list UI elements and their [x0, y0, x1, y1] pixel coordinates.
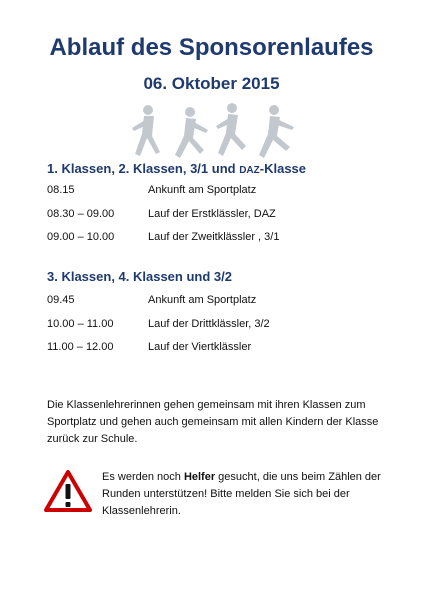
schedule-time: 11.00 – 12.00 [47, 341, 114, 353]
schedule-description: Ankunft am Sportplatz [148, 294, 257, 306]
section-heading-1: 1. Klassen, 2. Klassen, 3/1 und DAZ-Klasse [47, 161, 307, 176]
page-title: Ablauf des Sponsorenlaufes [49, 34, 374, 61]
warning-triangle-icon [44, 470, 92, 512]
schedule-description: Ankunft am Sportplatz [148, 184, 257, 196]
schedule-description: Lauf der Drittklässler, 3/2 [148, 318, 270, 330]
running-figures-image [128, 100, 308, 170]
info-paragraph: Die Klassenlehrerinnen gehen gemeinsam mit ihren Klassen zum Sportplatz und gehen auch gemeinsam mit allen Kindern der Klasse zurück zur Schule. [47, 399, 379, 445]
schedule-time: 08.15 [47, 184, 75, 196]
schedule-time: 09.00 – 10.00 [47, 231, 115, 243]
helper-note: Es werden noch Helfer gesucht, die uns beim Zählen der Runden unterstützen! Bitte melden Sie sich bei der Klassenlehrerin. [102, 471, 381, 517]
section-heading-2: 3. Klassen, 4. Klassen und 3/2 [47, 269, 232, 284]
schedule-time: 10.00 – 11.00 [47, 318, 114, 330]
schedule-time: 08.30 – 09.00 [47, 208, 115, 220]
event-date: 06. Oktober 2015 [143, 74, 280, 93]
schedule-description: Lauf der Zweitklässler , 3/1 [148, 231, 280, 243]
schedule-description: Lauf der Erstklässler, DAZ [148, 208, 276, 220]
helper-emphasis: Helfer [183, 471, 216, 483]
schedule-time: 09.45 [47, 294, 75, 306]
schedule-description: Lauf der Viertklässler [148, 341, 252, 353]
